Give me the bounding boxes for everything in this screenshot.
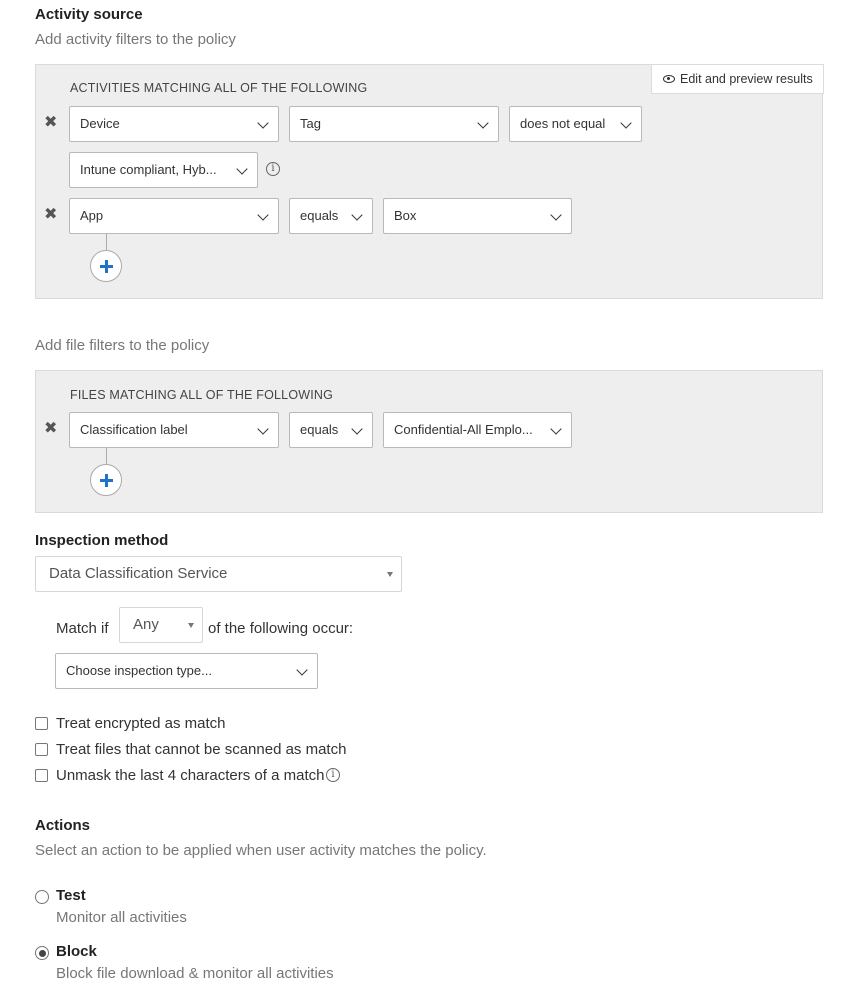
- activities-panel-header: ACTIVITIES MATCHING ALL OF THE FOLLOWING: [70, 81, 368, 95]
- actions-hint: Select an action to be applied when user activity matches the policy.: [35, 842, 487, 859]
- chevron-down-icon: [477, 117, 488, 128]
- match-any-select[interactable]: [119, 607, 203, 643]
- chevron-down-icon: [620, 117, 631, 128]
- test-option-label: Test: [56, 887, 86, 904]
- chevron-down-icon: [351, 423, 362, 434]
- treat-encrypted-checkbox[interactable]: [35, 717, 48, 730]
- filter-value-dropdown[interactable]: [69, 152, 258, 188]
- treat-unscannable-checkbox[interactable]: [35, 743, 48, 756]
- unmask-checkbox[interactable]: [35, 769, 48, 782]
- match-if-label: Match if: [56, 620, 109, 637]
- chevron-down-icon: [236, 163, 247, 174]
- filter-subfield-dropdown[interactable]: [289, 106, 499, 142]
- filter-value-dropdown[interactable]: [383, 412, 572, 448]
- filter-field-dropdown[interactable]: [69, 106, 279, 142]
- dropdown-value: App: [80, 208, 104, 223]
- inspection-method-select[interactable]: [35, 556, 402, 592]
- activity-source-hint: Add activity filters to the policy: [35, 31, 236, 48]
- caret-down-icon: [188, 623, 194, 628]
- block-radio[interactable]: [35, 946, 49, 960]
- dropdown-value: equals: [300, 208, 339, 223]
- select-value: Data Classification Service: [49, 565, 228, 582]
- dropdown-value: does not equal: [520, 116, 606, 131]
- unmask-label: Unmask the last 4 characters of a match: [56, 767, 325, 784]
- connector-line: [106, 448, 107, 464]
- dropdown-value: Device: [80, 116, 120, 131]
- dropdown-value: equals: [300, 422, 339, 437]
- edit-preview-label: Edit and preview results: [680, 72, 813, 86]
- chevron-down-icon: [550, 209, 561, 220]
- dropdown-value: Tag: [300, 116, 321, 131]
- chevron-down-icon: [550, 423, 561, 434]
- add-icon[interactable]: [90, 250, 122, 282]
- treat-unscannable-label: Treat files that cannot be scanned as match: [56, 741, 347, 758]
- inspection-method-title: Inspection method: [35, 532, 169, 549]
- filter-operator-dropdown[interactable]: [289, 412, 373, 448]
- match-suffix-label: of the following occur:: [208, 620, 354, 637]
- actions-title: Actions: [35, 817, 91, 834]
- inspection-type-dropdown[interactable]: [55, 653, 318, 689]
- filter-field-dropdown[interactable]: [69, 412, 279, 448]
- remove-icon[interactable]: ✖: [44, 420, 58, 437]
- edit-preview-button[interactable]: [651, 64, 824, 94]
- filter-operator-dropdown[interactable]: [289, 198, 373, 234]
- add-icon[interactable]: [90, 464, 122, 496]
- caret-down-icon: [387, 572, 393, 577]
- eye-icon: [663, 75, 675, 83]
- filter-operator-dropdown[interactable]: [509, 106, 642, 142]
- chevron-down-icon: [257, 209, 268, 220]
- chevron-down-icon: [257, 117, 268, 128]
- files-panel-header: FILES MATCHING ALL OF THE FOLLOWING: [70, 388, 334, 402]
- dropdown-value: Choose inspection type...: [66, 663, 212, 678]
- block-option-description: Block file download & monitor all activities: [56, 965, 334, 982]
- dropdown-value: Box: [394, 208, 417, 223]
- chevron-down-icon: [257, 423, 268, 434]
- info-icon[interactable]: i: [266, 162, 280, 176]
- chevron-down-icon: [296, 664, 307, 675]
- file-filters-hint: Add file filters to the policy: [35, 337, 210, 354]
- select-value: Any: [133, 616, 159, 633]
- connector-line: [106, 234, 107, 250]
- activity-source-title: Activity source: [35, 6, 143, 23]
- remove-icon[interactable]: ✖: [44, 206, 58, 223]
- dropdown-value: Confidential-All Emplo...: [394, 422, 533, 437]
- treat-encrypted-label: Treat encrypted as match: [56, 715, 226, 732]
- block-option-label: Block: [56, 943, 97, 960]
- info-icon[interactable]: i: [326, 768, 340, 782]
- test-option-description: Monitor all activities: [56, 909, 187, 926]
- dropdown-value: Intune compliant, Hyb...: [80, 162, 217, 177]
- filter-field-dropdown[interactable]: [69, 198, 279, 234]
- chevron-down-icon: [351, 209, 362, 220]
- test-radio[interactable]: [35, 890, 49, 904]
- dropdown-value: Classification label: [80, 422, 188, 437]
- filter-value-dropdown[interactable]: [383, 198, 572, 234]
- remove-icon[interactable]: ✖: [44, 114, 58, 131]
